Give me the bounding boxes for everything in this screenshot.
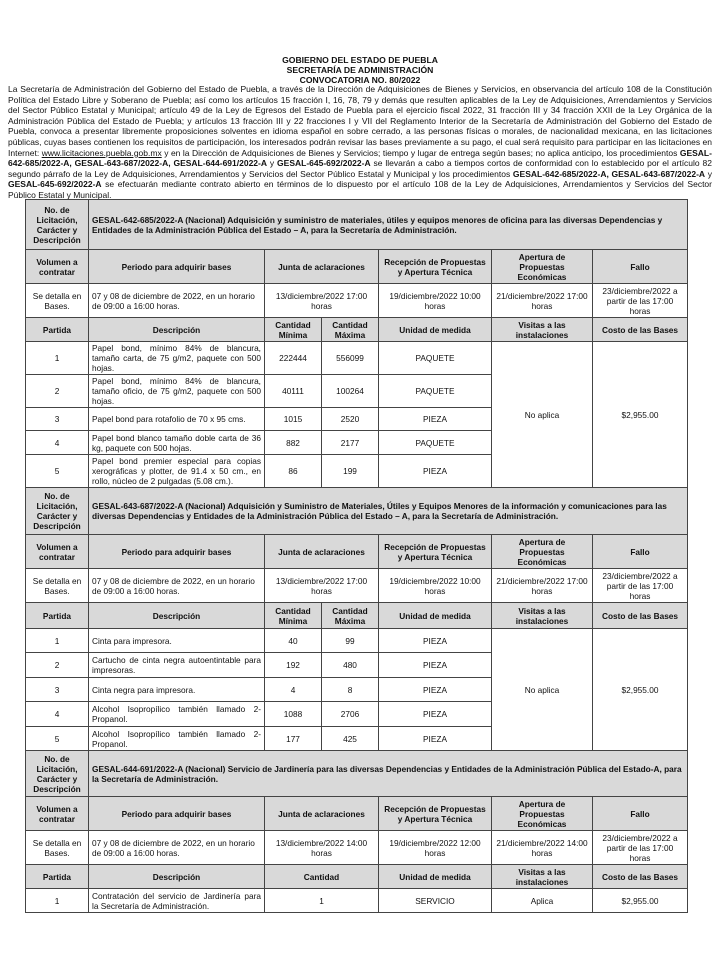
descripcion-cell: Papel bond para rotafolio de 70 x 95 cms.: [89, 408, 265, 431]
junta-value: 13/diciembre/2022 14:00 horas: [265, 831, 379, 865]
costo-cell: $2,955.00: [593, 629, 688, 751]
no-licitacion-header: No. de Licitación, Carácter y Descripción: [26, 751, 89, 797]
visitas-header: Visitas a las instalaciones: [492, 865, 593, 889]
intro-text-4: se efectuarán mediante contrato abierto en términos de lo dispuesto por el artículo 108 de la Ley de Adquisiciones, Arrendamientos y Servicios del Sector Público Estatal y Municipal.: [8, 179, 712, 200]
periodo-value: 07 y 08 de diciembre de 2022, en un horario de 09:00 a 16:00 horas.: [89, 284, 265, 318]
descripcion-cell: Papel bond, mínimo 84% de blancura, tamaño oficio, de 75 g/m2, paquete con 500 hojas.: [89, 375, 265, 408]
fallo-value: 23/diciembre/2022 a partir de las 17:00 horas: [593, 284, 688, 318]
cant-min-cell: 4: [265, 678, 322, 702]
costo-cell: $2,955.00: [593, 889, 688, 913]
unidad-cell: PIEZA: [379, 455, 492, 488]
descripcion-cell: Papel bond premier especial para copias xerográficas y plotter, de 91.4 x 50 cm., en rollo, núcleo de 2 pulgadas (5.08 cm.).: [89, 455, 265, 488]
descripcion-cell: Papel bond, mínimo 84% de blancura, tamaño carta, de 75 g/m2, paquete con 500 hojas.: [89, 342, 265, 375]
licitaciones-link[interactable]: www.licitaciones.puebla.gob.mx: [41, 147, 162, 158]
partida-header: Partida: [26, 865, 89, 889]
descripcion-cell: Alcohol Isopropílico también llamado 2-Propanol.: [89, 727, 265, 751]
periodo-value: 07 y 08 de diciembre de 2022, en un horario de 09:00 a 16:00 horas.: [89, 569, 265, 603]
unidad-header: Unidad de medida: [379, 318, 492, 342]
unidad-cell: PIEZA: [379, 629, 492, 653]
cant-max-cell: 8: [322, 678, 379, 702]
conjunction: y: [269, 158, 275, 169]
unidad-cell: PIEZA: [379, 702, 492, 727]
intro-text-3: se llevarán a cabo a tiempos cortos de conformidad con lo establecido por el artículo 82 segundo párrafo de la Ley de Adquisiciones, Arrendamientos y Servicios del Sector Público Estatal y Municipal y los procedimientos: [8, 158, 712, 179]
visitas-header: Visitas a las instalaciones: [492, 603, 593, 629]
cant-max-header: Cantidad Máxima: [322, 318, 379, 342]
costo-header: Costo de las Bases: [593, 865, 688, 889]
fallo-value: 23/diciembre/2022 a partir de las 17:00 horas: [593, 831, 688, 865]
recepcion-value: 19/diciembre/2022 10:00 horas: [379, 569, 492, 603]
procedures-list-3: GESAL-642-685/2022-A, GESAL-643-687/2022-A: [512, 168, 706, 179]
unidad-cell: SERVICIO: [379, 889, 492, 913]
apertura-header: Apertura de Propuestas Económicas: [492, 797, 593, 831]
partida-cell: 1: [26, 889, 89, 913]
apertura-value: 21/diciembre/2022 17:00 horas: [492, 569, 593, 603]
partida-cell: 4: [26, 702, 89, 727]
recepcion-header: Recepción de Propuestas y Apertura Técnica: [379, 250, 492, 284]
no-licitacion-header: No. de Licitación, Carácter y Descripción: [26, 488, 89, 535]
procedures-list-2: GESAL-645-692/2022-A: [277, 158, 371, 169]
fallo-value: 23/diciembre/2022 a partir de las 17:00 horas: [593, 569, 688, 603]
cant-max-cell: 480: [322, 653, 379, 678]
cant-min-cell: 40111: [265, 375, 322, 408]
intro-text-2: y en la Dirección de Adquisiciones de Bienes y Servicios; tiempo y lugar de entrega según bases; no aplica anticipo, los procedimientos: [164, 147, 678, 158]
apertura-value: 21/diciembre/2022 14:00 horas: [492, 831, 593, 865]
recepcion-header: Recepción de Propuestas y Apertura Técnica: [379, 797, 492, 831]
cant-max-cell: 2706: [322, 702, 379, 727]
tender-title: GESAL-643-687/2022-A (Nacional) Adquisición y Suministro de Materiales, Útiles y Equipos Menores de la información y comunicaciones para las diversas Dependencias y Entidades de la Administración Pública del Estado – A, para la Secretaría de Administración.: [89, 488, 688, 535]
document-header: [0, 55, 720, 85]
partida-cell: 2: [26, 375, 89, 408]
visitas-cell: No aplica: [492, 342, 593, 488]
partida-cell: 1: [26, 342, 89, 375]
cant-max-cell: 99: [322, 629, 379, 653]
unidad-cell: PIEZA: [379, 678, 492, 702]
cant-min-cell: 86: [265, 455, 322, 488]
cant-min-cell: 1088: [265, 702, 322, 727]
junta-value: 13/diciembre/2022 17:00 horas: [265, 284, 379, 318]
apertura-value: 21/diciembre/2022 17:00 horas: [492, 284, 593, 318]
descripcion-cell: Alcohol Isopropílico también llamado 2-Propanol.: [89, 702, 265, 727]
cant-max-cell: 199: [322, 455, 379, 488]
volumen-value: Se detalla en Bases.: [26, 284, 89, 318]
unidad-cell: PAQUETE: [379, 431, 492, 455]
unidad-header: Unidad de medida: [379, 865, 492, 889]
secretariat-title: SECRETARÍA DE ADMINISTRACIÓN: [286, 65, 434, 75]
tender-table-1: [25, 199, 688, 913]
fallo-header: Fallo: [593, 535, 688, 569]
visitas-cell: Aplica: [492, 889, 593, 913]
cant-min-cell: 882: [265, 431, 322, 455]
partida-cell: 5: [26, 727, 89, 751]
descripcion-header: Descripción: [89, 865, 265, 889]
periodo-header: Periodo para adquirir bases: [89, 535, 265, 569]
tender-title: GESAL-644-691/2022-A (Nacional) Servicio de Jardinería para las diversas Dependencias y Entidades de la Administración Pública del Estado-A, para la Secretaría de Administración.: [89, 751, 688, 797]
descripcion-cell: Cartucho de cinta negra autoentintable para impresoras.: [89, 653, 265, 678]
procedures-list-1: GESAL-642-685/2022-A, GESAL-643-687/2022-A, GESAL-644-691/2022-A: [8, 147, 712, 169]
partida-header: Partida: [26, 318, 89, 342]
partida-cell: 2: [26, 653, 89, 678]
cant-min-cell: 40: [265, 629, 322, 653]
no-licitacion-header: No. de Licitación, Carácter y Descripción: [26, 200, 89, 250]
partida-cell: 1: [26, 629, 89, 653]
recepcion-value: 19/diciembre/2022 10:00 horas: [379, 284, 492, 318]
costo-cell: $2,955.00: [593, 342, 688, 488]
fallo-header: Fallo: [593, 250, 688, 284]
table-row: [26, 342, 688, 375]
tender-title: GESAL-642-685/2022-A (Nacional) Adquisición y suministro de materiales, útiles y equipos menores de oficina para las diversas Dependencias y Entidades de la Administración Pública del Estado – A, para la Secretaría de Administración.: [89, 200, 688, 250]
cant-max-cell: 2520: [322, 408, 379, 431]
cantidad-cell: 1: [265, 889, 379, 913]
volumen-header: Volumen a contratar: [26, 535, 89, 569]
recepcion-header: Recepción de Propuestas y Apertura Técnica: [379, 535, 492, 569]
descripcion-header: Descripción: [89, 603, 265, 629]
partida-cell: 4: [26, 431, 89, 455]
convocatoria-number: CONVOCATORIA NO. 80/2022: [299, 75, 421, 85]
descripcion-header: Descripción: [89, 318, 265, 342]
costo-header: Costo de las Bases: [593, 603, 688, 629]
cant-max-cell: 425: [322, 727, 379, 751]
unidad-cell: PIEZA: [379, 653, 492, 678]
periodo-value: 07 y 08 de diciembre de 2022, en un horario de 09:00 a 16:00 horas.: [89, 831, 265, 865]
partida-cell: 3: [26, 678, 89, 702]
unidad-cell: PIEZA: [379, 727, 492, 751]
partida-cell: 3: [26, 408, 89, 431]
periodo-header: Periodo para adquirir bases: [89, 250, 265, 284]
table-row: [26, 629, 688, 653]
unidad-cell: PAQUETE: [379, 342, 492, 375]
table-row: [26, 889, 688, 913]
cant-min-cell: 192: [265, 653, 322, 678]
cantidad-header: Cantidad: [265, 865, 379, 889]
partida-cell: 5: [26, 455, 89, 488]
descripcion-cell: Contratación del servicio de Jardinería para la Secretaría de Administración.: [89, 889, 265, 913]
descripcion-cell: Cinta para impresora.: [89, 629, 265, 653]
cant-min-cell: 1015: [265, 408, 322, 431]
descripcion-cell: Cinta negra para impresora.: [89, 678, 265, 702]
volumen-header: Volumen a contratar: [26, 797, 89, 831]
procedures-list-4: GESAL-645-692/2022-A: [8, 179, 102, 190]
conjunction: y: [707, 168, 712, 179]
junta-value: 13/diciembre/2022 17:00 horas: [265, 569, 379, 603]
unidad-cell: PAQUETE: [379, 375, 492, 408]
intro-text-1: La Secretaría de Administración del Gobierno del Estado de Puebla, a través de la Dirección de Adquisiciones de Bienes y Servicios, en observancia del artículo 108 de la Constitución Política del Estado Libre y Soberano de Puebla; así como los artículos 15 fracción I, 16, 78, 79 y demás que resulten aplicables de la Ley de Adquisiciones, Arrendamientos y Servicios del Sector Público Estatal y Municipal; artículo 49 de la Ley de Egresos del Estado de Puebla para el ejercicio fiscal 2022, 31 fracción III y 34 fracción XXII de la Ley Orgánica de la Administración Pública del Estado de Puebla; y artículos 13 fracción III y 22 fracciones I y VII del Reglamento Interior de la Secretaría de Administración del Gobierno del Estado de Puebla, convoca a presentar libremente proposiciones solventes en idioma español en sobre cerrado, a las personas físicas o morales, de nacionalidad mexicana, en las licitaciones públicas, cuyas bases contienen los requisitos de participación, los interesados podrán revisar las bases previamente a su pago, el cual será requisito para participar en las licitaciones en Internet:: [8, 84, 712, 158]
intro-paragraph: [8, 84, 712, 201]
cant-min-cell: 177: [265, 727, 322, 751]
costo-header: Costo de las Bases: [593, 318, 688, 342]
unidad-cell: PIEZA: [379, 408, 492, 431]
volumen-value: Se detalla en Bases.: [26, 831, 89, 865]
recepcion-value: 19/diciembre/2022 12:00 horas: [379, 831, 492, 865]
visitas-cell: No aplica: [492, 629, 593, 751]
junta-header: Junta de aclaraciones: [265, 797, 379, 831]
volumen-header: Volumen a contratar: [26, 250, 89, 284]
apertura-header: Apertura de Propuestas Económicas: [492, 250, 593, 284]
cant-min-cell: 222444: [265, 342, 322, 375]
periodo-header: Periodo para adquirir bases: [89, 797, 265, 831]
descripcion-cell: Papel bond blanco tamaño doble carta de 36 kg, paquete con 500 hojas.: [89, 431, 265, 455]
fallo-header: Fallo: [593, 797, 688, 831]
junta-header: Junta de aclaraciones: [265, 535, 379, 569]
partida-header: Partida: [26, 603, 89, 629]
unidad-header: Unidad de medida: [379, 603, 492, 629]
cant-max-header: Cantidad Máxima: [322, 603, 379, 629]
cant-max-cell: 100264: [322, 375, 379, 408]
government-title: GOBIERNO DEL ESTADO DE PUEBLA: [282, 55, 438, 65]
junta-header: Junta de aclaraciones: [265, 250, 379, 284]
cant-min-header: Cantidad Mínima: [265, 603, 322, 629]
cant-max-cell: 556099: [322, 342, 379, 375]
cant-max-cell: 2177: [322, 431, 379, 455]
visitas-header: Visitas a las instalaciones: [492, 318, 593, 342]
cant-min-header: Cantidad Mínima: [265, 318, 322, 342]
apertura-header: Apertura de Propuestas Económicas: [492, 535, 593, 569]
volumen-value: Se detalla en Bases.: [26, 569, 89, 603]
